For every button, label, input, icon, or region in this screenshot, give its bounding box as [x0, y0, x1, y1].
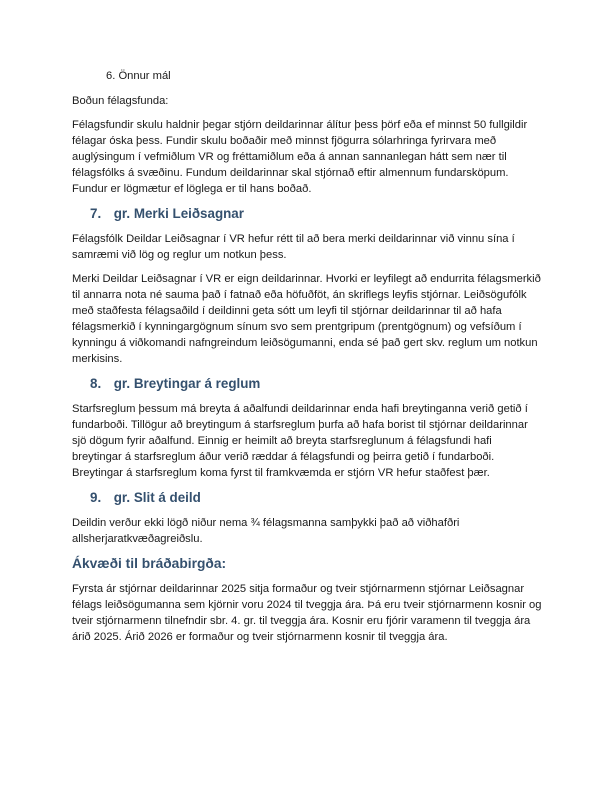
paragraph-gr7-2: Merki Deildar Leiðsagnar í VR er eign deildarinnar. Hvorki er leyfilegt að endurrita félagsmerkið til annarra nota né sauma það í fatnað eða höfuðföt, án skriflegs leyfis stjórnar. Leiðsögufólk með staðfesta félagsaðild í deildinni geta sótt um leyfi til stjórnar deildarinnar til að hafa félagsmerkið í kynningargögnum sínum svo sem prentgripum (prentgögnum) og vefsíðum í kynningu á viðkomandi nafngreindum leiðsögumanni, enda sé það gert skv. reglum um notkun merkisins. — [72, 273, 541, 365]
paragraph-bodun: Félagsfundir skulu haldnir þegar stjórn deildarinnar álítur þess þörf eða ef minnst 50 fullgildir félagar óska þess. Fundir skulu boðaðir með minnst fjögurra sólarhringa fyrirvara með auglýsingum í vefmiðlum VR og fréttamiðlum eða á annan sannanlegan hátt sem nær til félagsfólks á svæðinu. Fundum deildarinnar skal stjórnað eftir almennum fundarsköpum. Fundur er lögmætur ef löglega er til hans boðað. — [72, 119, 528, 195]
heading-number: 9. — [90, 490, 102, 505]
heading-title: gr. Breytingar á reglum — [113, 376, 261, 391]
heading-number: 7. — [90, 206, 102, 221]
document-page — [72, 68, 542, 653]
paragraph-akvaedi: Fyrsta ár stjórnar deildarinnar 2025 sitja formaður og tveir stjórnarmenn stjórnar Leiðsagnar félags leiðsögumanna sem kjörnir voru 2024 til tveggja ára. Þá eru tveir stjórnarmenn kosnir og tveir stjórnarmenn tilnefndir sbr. 4. gr. til tveggja ára. Kosnir eru fjórir varamenn til tveggja ára árið 2025. Árið 2026 er formaður og tveir stjórnarmenn kosnir til tveggja ára. — [72, 583, 542, 643]
paragraph-gr8: Starfsreglum þessum má breyta á aðalfundi deildarinnar enda hafi breytinganna verið getið í fundarboði. Tillögur að breytingum á starfsreglum þurfa að hafa borist til stjórnar deildarinnar sjö dögum fyrir aðalfund. Einnig er heimilt að breyta starfsreglunum á félagsfundi hafi breytingar á starfsreglum áður verið ræddar á félagsfundi og þeirra getið í fundarboði. Breytingar á starfsreglum koma fyrst til framkvæmda er stjórn VR hefur staðfest þær. — [72, 403, 528, 479]
paragraph-gr9: Deildin verður ekki lögð niður nema ¾ félagsmanna samþykki það að viðhafðri allsherjaratkvæðagreiðslu. — [72, 517, 460, 545]
agenda-item-6: 6. Önnur mál — [106, 70, 171, 82]
heading-akvaedi: Ákvæði til bráðabirgða: — [72, 556, 227, 571]
heading-gr8 — [72, 375, 542, 393]
heading-gr9 — [72, 489, 542, 507]
paragraph-gr7-1: Félagsfólk Deildar Leiðsagnar í VR hefur rétt til að bera merki deildarinnar við vinnu sína í samræmi við lög og reglur um notkun þess. — [72, 233, 515, 261]
heading-title: gr. Slit á deild — [113, 490, 201, 505]
heading-number: 8. — [90, 376, 102, 391]
heading-gr7 — [72, 205, 542, 223]
section-label-bodun: Boðun félagsfunda: — [72, 95, 169, 107]
heading-title: gr. Merki Leiðsagnar — [113, 206, 244, 221]
